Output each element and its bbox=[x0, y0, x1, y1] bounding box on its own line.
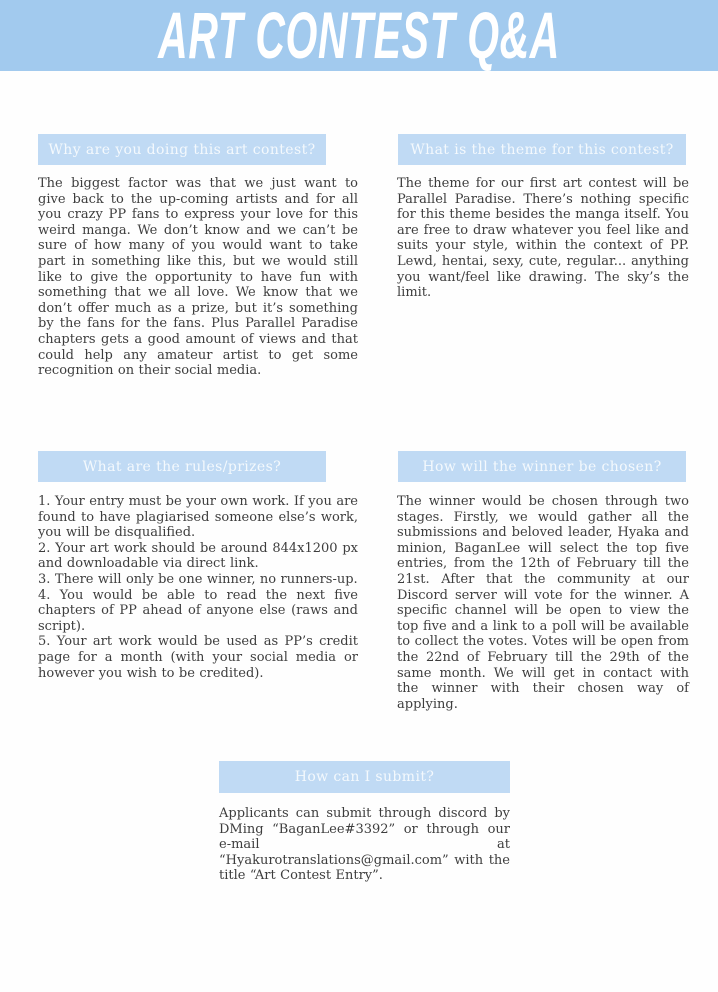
question-banner-theme bbox=[398, 134, 686, 165]
question-label: How can I submit? bbox=[294, 769, 435, 785]
question-banner-why-contest bbox=[38, 134, 326, 165]
page-header-banner bbox=[0, 0, 718, 71]
page-title: ART CONTEST Q&A bbox=[158, 0, 560, 72]
rule-item: 5. Your art work would be used as PP’s credit page for a month (with your social media or however you wish to be credited). bbox=[38, 634, 358, 681]
question-label: What is the theme for this contest? bbox=[410, 141, 674, 158]
rule-item: 2. Your art work should be around 844x1200 px and downloadable via direct link. bbox=[38, 540, 358, 572]
question-banner-winner-chosen bbox=[398, 451, 686, 482]
question-banner-rules-prizes bbox=[38, 451, 326, 482]
answer-rules-prizes bbox=[38, 494, 358, 681]
rule-item: 4. You would be able to read the next five chapters of PP ahead of anyone else (raws and script). bbox=[38, 587, 358, 634]
rule-item: 3. There will only be one winner, no runners-up. bbox=[38, 571, 358, 587]
answer-theme: The theme for our first art contest will be Parallel Paradise. There’s nothing specific for this theme besides the manga itself. You are free to draw whatever you feel like and suits your style, within the context of PP. Lewd, hentai, sexy, cute, regular... anything you want/feel like drawing. The sky’s the limit. bbox=[397, 176, 689, 301]
question-label: How will the winner be chosen? bbox=[422, 458, 662, 475]
question-banner-how-submit bbox=[219, 761, 510, 793]
question-label: What are the rules/prizes? bbox=[82, 458, 282, 475]
answer-winner-chosen: The winner would be chosen through two stages. Firstly, we would gather all the submissions and beloved leader, Hyaka and minion, BaganLee will select the top five entries, from the 12th of February till the 21st. After that the community at our Discord server will vote for the winner. A specific channel will be open to view the top five and a link to a poll will be available to collect the votes. Votes will be open from the 22nd of February till the 29th of the same month. We will get in contact with the winner with their chosen way of applying. bbox=[397, 494, 689, 712]
answer-why-contest: The biggest factor was that we just want to give back to the up-coming artists and for all you crazy PP fans to express your love for this weird manga. We don’t know and we can’t be sure of how many of you would want to take part in something like this, but we would still like to give the opportunity to have fun with something that we all love. We know that we don’t offer much as a prize, but it’s something by the fans for the fans. Plus Parallel Paradise chapters gets a good amount of views and that could help any amateur artist to get some recognition on their social media. bbox=[38, 176, 358, 379]
question-label: Why are you doing this art contest? bbox=[48, 141, 316, 158]
answer-how-submit: Applicants can submit through discord by DMing “BaganLee#3392” or through our e-mail at “Hyakurotranslations@gmail.com” with the title “Art Contest Entry”. bbox=[219, 806, 510, 884]
rule-item: 1. Your entry must be your own work. If you are found to have plagiarised someone else’s work, you will be disqualified. bbox=[38, 494, 358, 541]
